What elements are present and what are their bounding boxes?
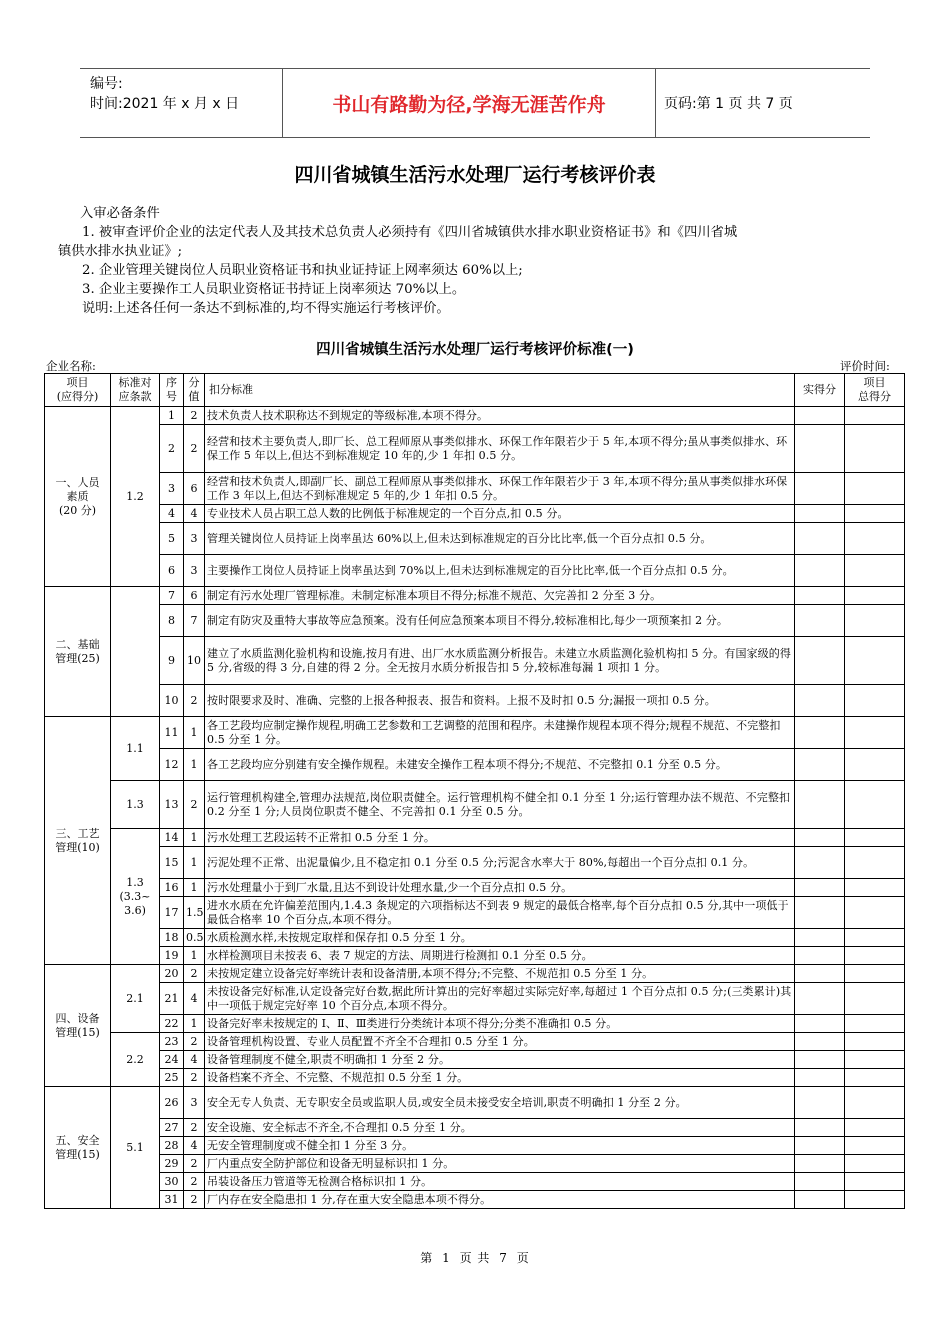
score-cell: 2 (184, 965, 205, 983)
table-row (45, 473, 905, 505)
deduction-standard-cell: 经营和技术主要负责人,即厂长、总工程师原从事类似排水、环保工作年限若少于 5 年,本项不得分;虽从事类似排水、环保工作 5 年以上,但达不到标准规定 10 年的,少 1 年扣 0.5 分。 (205, 425, 795, 473)
page-footer (0, 1249, 950, 1266)
seq-cell: 26 (160, 1087, 184, 1119)
deduction-standard-cell: 厂内存在安全隐患扣 1 分,存在重大安全隐患本项不得分。 (205, 1191, 795, 1209)
item-total-cell (845, 407, 905, 425)
item-total-cell (845, 879, 905, 897)
actual-score-cell (795, 555, 845, 587)
score-cell: 2 (184, 1069, 205, 1087)
deduction-standard-cell: 设备档案不齐全、不完整、不规范扣 0.5 分至 1 分。 (205, 1069, 795, 1087)
table-row (45, 587, 905, 605)
score-cell: 2 (184, 1033, 205, 1051)
footer-total-pages: 7 (499, 1251, 508, 1265)
deduction-standard-cell: 厂内重点安全防护部位和设备无明显标识扣 1 分。 (205, 1155, 795, 1173)
intro-condition-3: 3. 企业主要操作工人员职业资格证书持证上岗率须达 70%以上。 (82, 282, 466, 297)
item-total-cell (845, 1155, 905, 1173)
score-cell: 1 (184, 879, 205, 897)
score-cell: 1 (184, 1015, 205, 1033)
seq-cell: 7 (160, 587, 184, 605)
score-cell: 1.5 (184, 897, 205, 929)
footer-text: 第 (420, 1251, 434, 1265)
deduction-standard-cell: 制定有防灾及重特大事故等应急预案。没有任何应急预案本项目不得分,较标准相比,每少一项预案扣 2 分。 (205, 605, 795, 637)
intro-section (58, 204, 908, 318)
score-cell: 4 (184, 983, 205, 1015)
score-cell: 7 (184, 605, 205, 637)
seq-cell: 31 (160, 1191, 184, 1209)
item-total-cell (845, 897, 905, 929)
ref-clause-cell: 1.3 (3.3~ 3.6) (111, 829, 160, 965)
deduction-standard-cell: 主要操作工岗位人员持证上岗率虽达到 70%以上,但未达到标准规定的百分比比率,低一个百分点扣 0.5 分。 (205, 555, 795, 587)
seq-cell: 4 (160, 505, 184, 523)
table-header-row (45, 374, 905, 407)
item-total-cell (845, 1087, 905, 1119)
col-header-item: 项目 (应得分) (45, 374, 111, 407)
actual-score-cell (795, 1087, 845, 1119)
item-total-cell (845, 1137, 905, 1155)
actual-score-cell (795, 897, 845, 929)
header-motto: 书山有路勤为径,学海无涯苦作舟 (282, 69, 656, 137)
table-row (45, 983, 905, 1015)
table-row (45, 847, 905, 879)
seq-cell: 12 (160, 749, 184, 781)
item-total-cell (845, 965, 905, 983)
item-total-cell (845, 947, 905, 965)
actual-score-cell (795, 847, 845, 879)
seq-cell: 1 (160, 407, 184, 425)
actual-score-cell (795, 1069, 845, 1087)
table-row (45, 505, 905, 523)
col-header-actual: 实得分 (795, 374, 845, 407)
page-header (80, 68, 870, 138)
deduction-standard-cell: 未按设备完好标准,认定设备完好台数,据此所计算出的完好率超过实际完好率,每超过 1 个百分点扣 0.5 分;(三类累计)其中一项低于规定完好率 10 个百分点,本项不得分。 (205, 983, 795, 1015)
item-total-cell (845, 555, 905, 587)
seq-cell: 14 (160, 829, 184, 847)
item-group-cell: 二、基础 管理(25) (45, 587, 111, 717)
item-total-cell (845, 1051, 905, 1069)
table-row (45, 1033, 905, 1051)
score-cell: 4 (184, 1051, 205, 1069)
deduction-standard-cell: 污水处理量小于到厂水量,且达不到设计处理水量,少一个百分点扣 0.5 分。 (205, 879, 795, 897)
seq-cell: 16 (160, 879, 184, 897)
deduction-standard-cell: 运行管理机构建全,管理办法规范,岗位职责健全。运行管理机构不健全扣 0.1 分至 1 分;运行管理办法不规范、不完整扣 0.2 分至 1 分;人员岗位职责不健全、不完善扣 0.1 分至 0.5 分。 (205, 781, 795, 829)
header-page-label: 页码:第 1 页 共 7 页 (664, 96, 793, 112)
footer-page-number: 1 (442, 1251, 451, 1265)
table-row (45, 1191, 905, 1209)
table-row (45, 879, 905, 897)
seq-cell: 2 (160, 425, 184, 473)
ref-clause-cell: 1.1 (111, 717, 160, 781)
seq-cell: 24 (160, 1051, 184, 1069)
item-total-cell (845, 523, 905, 555)
actual-score-cell (795, 685, 845, 717)
actual-score-cell (795, 425, 845, 473)
seq-cell: 15 (160, 847, 184, 879)
table-body (45, 407, 905, 1209)
item-group-cell: 五、安全 管理(15) (45, 1087, 111, 1209)
actual-score-cell (795, 1137, 845, 1155)
score-cell: 1 (184, 947, 205, 965)
score-cell: 2 (184, 685, 205, 717)
seq-cell: 29 (160, 1155, 184, 1173)
table-row (45, 749, 905, 781)
main-title: 四川省城镇生活污水处理厂运行考核评价表 (294, 164, 656, 186)
seq-cell: 22 (160, 1015, 184, 1033)
score-cell: 2 (184, 1119, 205, 1137)
score-cell: 1 (184, 829, 205, 847)
seq-cell: 8 (160, 605, 184, 637)
ref-clause-cell: 2.2 (111, 1033, 160, 1087)
actual-score-cell (795, 1033, 845, 1051)
deduction-standard-cell: 吊装设备压力管道等无检测合格标识扣 1 分。 (205, 1173, 795, 1191)
intro-condition-1: 1. 被审查评价企业的法定代表人及其技术总负责人必须持有《四川省城镇供水排水职业资格证书》和《四川省城 (82, 225, 738, 240)
actual-score-cell (795, 929, 845, 947)
seq-cell: 6 (160, 555, 184, 587)
table-row (45, 605, 905, 637)
item-total-cell (845, 587, 905, 605)
item-total-cell (845, 929, 905, 947)
intro-heading: 入审必备条件 (80, 206, 160, 221)
table-row (45, 717, 905, 749)
item-total-cell (845, 473, 905, 505)
seq-cell: 28 (160, 1137, 184, 1155)
header-info (80, 69, 280, 137)
actual-score-cell (795, 1119, 845, 1137)
score-cell: 3 (184, 1087, 205, 1119)
seq-cell: 25 (160, 1069, 184, 1087)
score-cell: 2 (184, 1173, 205, 1191)
deduction-standard-cell: 管理关键岗位人员持证上岗率虽达 60%以上,但未达到标准规定的百分比比率,低一个百分点扣 0.5 分。 (205, 523, 795, 555)
seq-cell: 19 (160, 947, 184, 965)
item-total-cell (845, 1119, 905, 1137)
table-row (45, 1173, 905, 1191)
col-header-total: 项目 总得分 (845, 374, 905, 407)
table-row (45, 555, 905, 587)
actual-score-cell (795, 637, 845, 685)
table-row (45, 947, 905, 965)
score-cell: 6 (184, 587, 205, 605)
table-row (45, 685, 905, 717)
col-header-ref: 标准对 应条款 (111, 374, 160, 407)
table-row (45, 929, 905, 947)
table-row (45, 425, 905, 473)
deduction-standard-cell: 进水水质在允许偏差范围内,1.4.3 条规定的六项指标达不到表 9 规定的最低合格率,每个百分点扣 0.5 分,其中一项低于最低合格率 10 个百分点,本项不得分。 (205, 897, 795, 929)
ref-clause-cell: 2.1 (111, 965, 160, 1033)
score-cell: 4 (184, 505, 205, 523)
seq-cell: 23 (160, 1033, 184, 1051)
score-cell: 2 (184, 1155, 205, 1173)
table-row (45, 897, 905, 929)
table-row (45, 1137, 905, 1155)
actual-score-cell (795, 965, 845, 983)
actual-score-cell (795, 407, 845, 425)
score-cell: 4 (184, 1137, 205, 1155)
col-header-standard: 扣分标准 (205, 374, 795, 407)
evaluation-table (44, 373, 905, 1209)
item-total-cell (845, 505, 905, 523)
item-total-cell (845, 425, 905, 473)
seq-cell: 21 (160, 983, 184, 1015)
table-row (45, 1069, 905, 1087)
item-group-cell: 一、人员 素质 (20 分) (45, 407, 111, 587)
deduction-standard-cell: 经营和技术负责人,即副厂长、副总工程师原从事类似排水、环保工作年限若少于 3 年,本项不得分;虽从事类似排水环保工作 3 年以上,但达不到标准规定 5 年的,少 1 年扣 0.5 分。 (205, 473, 795, 505)
score-cell: 2 (184, 407, 205, 425)
seq-cell: 5 (160, 523, 184, 555)
eval-time-label: 评价时间: (840, 359, 890, 373)
seq-cell: 9 (160, 637, 184, 685)
doc-number-label: 编号: (90, 76, 123, 92)
table-row (45, 1087, 905, 1119)
actual-score-cell (795, 473, 845, 505)
actual-score-cell (795, 1015, 845, 1033)
seq-cell: 10 (160, 685, 184, 717)
item-group-cell: 四、设备 管理(15) (45, 965, 111, 1087)
score-cell: 3 (184, 555, 205, 587)
actual-score-cell (795, 1173, 845, 1191)
ref-clause-cell: 1.3 (111, 781, 160, 829)
actual-score-cell (795, 829, 845, 847)
table-row (45, 1051, 905, 1069)
item-total-cell (845, 1033, 905, 1051)
deduction-standard-cell: 技术负责人技术职称达不到规定的等级标准,本项不得分。 (205, 407, 795, 425)
actual-score-cell (795, 587, 845, 605)
item-total-cell (845, 717, 905, 749)
ref-clause-cell: 1.2 (111, 407, 160, 587)
seq-cell: 3 (160, 473, 184, 505)
deduction-standard-cell: 污水处理工艺段运转不正常扣 0.5 分至 1 分。 (205, 829, 795, 847)
table-row (45, 1155, 905, 1173)
col-header-seq: 序 号 (160, 374, 184, 407)
deduction-standard-cell: 水样检测项目未按表 6、表 7 规定的方法、周期进行检测扣 0.1 分至 0.5 分。 (205, 947, 795, 965)
item-total-cell (845, 983, 905, 1015)
footer-text: 页 (516, 1251, 530, 1265)
company-name-label: 企业名称: (46, 359, 96, 373)
deduction-standard-cell: 专业技术人员占职工总人数的比例低于标准规定的一个百分点,扣 0.5 分。 (205, 505, 795, 523)
seq-cell: 27 (160, 1119, 184, 1137)
seq-cell: 11 (160, 717, 184, 749)
item-total-cell (845, 1015, 905, 1033)
item-total-cell (845, 781, 905, 829)
score-cell: 6 (184, 473, 205, 505)
actual-score-cell (795, 1155, 845, 1173)
item-total-cell (845, 1069, 905, 1087)
score-cell: 2 (184, 781, 205, 829)
table-row (45, 829, 905, 847)
score-cell: 3 (184, 523, 205, 555)
table-row (45, 1119, 905, 1137)
deduction-standard-cell: 设备管理制度不健全,职责不明确扣 1 分至 2 分。 (205, 1051, 795, 1069)
seq-cell: 18 (160, 929, 184, 947)
actual-score-cell (795, 717, 845, 749)
table-row (45, 965, 905, 983)
score-cell: 0.5 (184, 929, 205, 947)
actual-score-cell (795, 1051, 845, 1069)
actual-score-cell (795, 781, 845, 829)
table-row (45, 1015, 905, 1033)
item-total-cell (845, 1173, 905, 1191)
table-row (45, 523, 905, 555)
item-total-cell (845, 1191, 905, 1209)
deduction-standard-cell: 安全设施、安全标志不齐全,不合理扣 0.5 分至 1 分。 (205, 1119, 795, 1137)
score-cell: 1 (184, 717, 205, 749)
ref-clause-cell (111, 587, 160, 717)
actual-score-cell (795, 983, 845, 1015)
deduction-standard-cell: 设备管理机构设置、专业人员配置不齐全不合理扣 0.5 分至 1 分。 (205, 1033, 795, 1051)
deduction-standard-cell: 建立了水质监测化验机构和设施,按月有进、出厂水水质监测分析报告。未建立水质监测化验机构扣 5 分。有国家级的得 5 分,省级的得 3 分,自建的得 2 分。全无按月水质分析报告扣 5 分,较标准每漏 1 项扣 1 分。 (205, 637, 795, 685)
score-cell: 2 (184, 425, 205, 473)
deduction-standard-cell: 无安全管理制度或不健全扣 1 分至 3 分。 (205, 1137, 795, 1155)
item-total-cell (845, 685, 905, 717)
score-cell: 1 (184, 749, 205, 781)
seq-cell: 30 (160, 1173, 184, 1191)
deduction-standard-cell: 水质检测水样,未按规定取样和保存扣 0.5 分至 1 分。 (205, 929, 795, 947)
intro-condition-2: 2. 企业管理关键岗位人员职业资格证书和执业证持证上网率须达 60%以上; (82, 263, 523, 278)
actual-score-cell (795, 523, 845, 555)
actual-score-cell (795, 879, 845, 897)
deduction-standard-cell: 各工艺段均应分别建有安全操作规程。未建安全操作工程本项不得分;不规范、不完整扣 0.1 分至 0.5 分。 (205, 749, 795, 781)
table-title: 四川省城镇生活污水处理厂运行考核评价标准(一) (316, 342, 634, 358)
deduction-standard-cell: 安全无专人负责、无专职安全员或监职人员,或安全员未接受安全培训,职责不明确扣 1 分至 2 分。 (205, 1087, 795, 1119)
footer-text: 页 共 (459, 1251, 491, 1265)
score-cell: 1 (184, 847, 205, 879)
intro-condition-1-cont: 镇供水排水执业证》; (58, 244, 183, 259)
item-total-cell (845, 829, 905, 847)
seq-cell: 20 (160, 965, 184, 983)
deduction-standard-cell: 各工艺段均应制定操作规程,明确工艺参数和工艺调整的范围和程序。未建操作规程本项不得分;规程不规范、不完整扣 0.5 分至 1 分。 (205, 717, 795, 749)
actual-score-cell (795, 505, 845, 523)
col-header-score: 分 值 (184, 374, 205, 407)
deduction-standard-cell: 制定有污水处理厂管理标准。未制定标准本项目不得分;标准不规范、欠完善扣 2 分至 3 分。 (205, 587, 795, 605)
actual-score-cell (795, 605, 845, 637)
actual-score-cell (795, 749, 845, 781)
item-total-cell (845, 847, 905, 879)
seq-cell: 13 (160, 781, 184, 829)
ref-clause-cell: 5.1 (111, 1087, 160, 1209)
table-row (45, 407, 905, 425)
doc-time-label: 时间:2021 年 x 月 x 日 (90, 96, 240, 112)
deduction-standard-cell: 污泥处理不正常、出泥量偏少,且不稳定扣 0.1 分至 0.5 分;污泥含水率大于 80%,每超出一个百分点扣 0.1 分。 (205, 847, 795, 879)
item-total-cell (845, 637, 905, 685)
table-row (45, 637, 905, 685)
seq-cell: 17 (160, 897, 184, 929)
table-row (45, 781, 905, 829)
item-total-cell (845, 749, 905, 781)
item-total-cell (845, 605, 905, 637)
score-cell: 10 (184, 637, 205, 685)
actual-score-cell (795, 1191, 845, 1209)
score-cell: 2 (184, 1191, 205, 1209)
intro-note: 说明:上述各任何一条达不到标准的,均不得实施运行考核评价。 (82, 301, 450, 316)
deduction-standard-cell: 未按规定建立设备完好率统计表和设备清册,本项不得分;不完整、不规范扣 0.5 分至 1 分。 (205, 965, 795, 983)
actual-score-cell (795, 947, 845, 965)
deduction-standard-cell: 按时限要求及时、准确、完整的上报各种报表、报告和资料。上报不及时扣 0.5 分;漏报一项扣 0.5 分。 (205, 685, 795, 717)
item-group-cell: 三、工艺 管理(10) (45, 717, 111, 965)
deduction-standard-cell: 设备完好率未按规定的 Ⅰ、Ⅱ、Ⅲ类进行分类统计本项不得分;分类不准确扣 0.5 分。 (205, 1015, 795, 1033)
